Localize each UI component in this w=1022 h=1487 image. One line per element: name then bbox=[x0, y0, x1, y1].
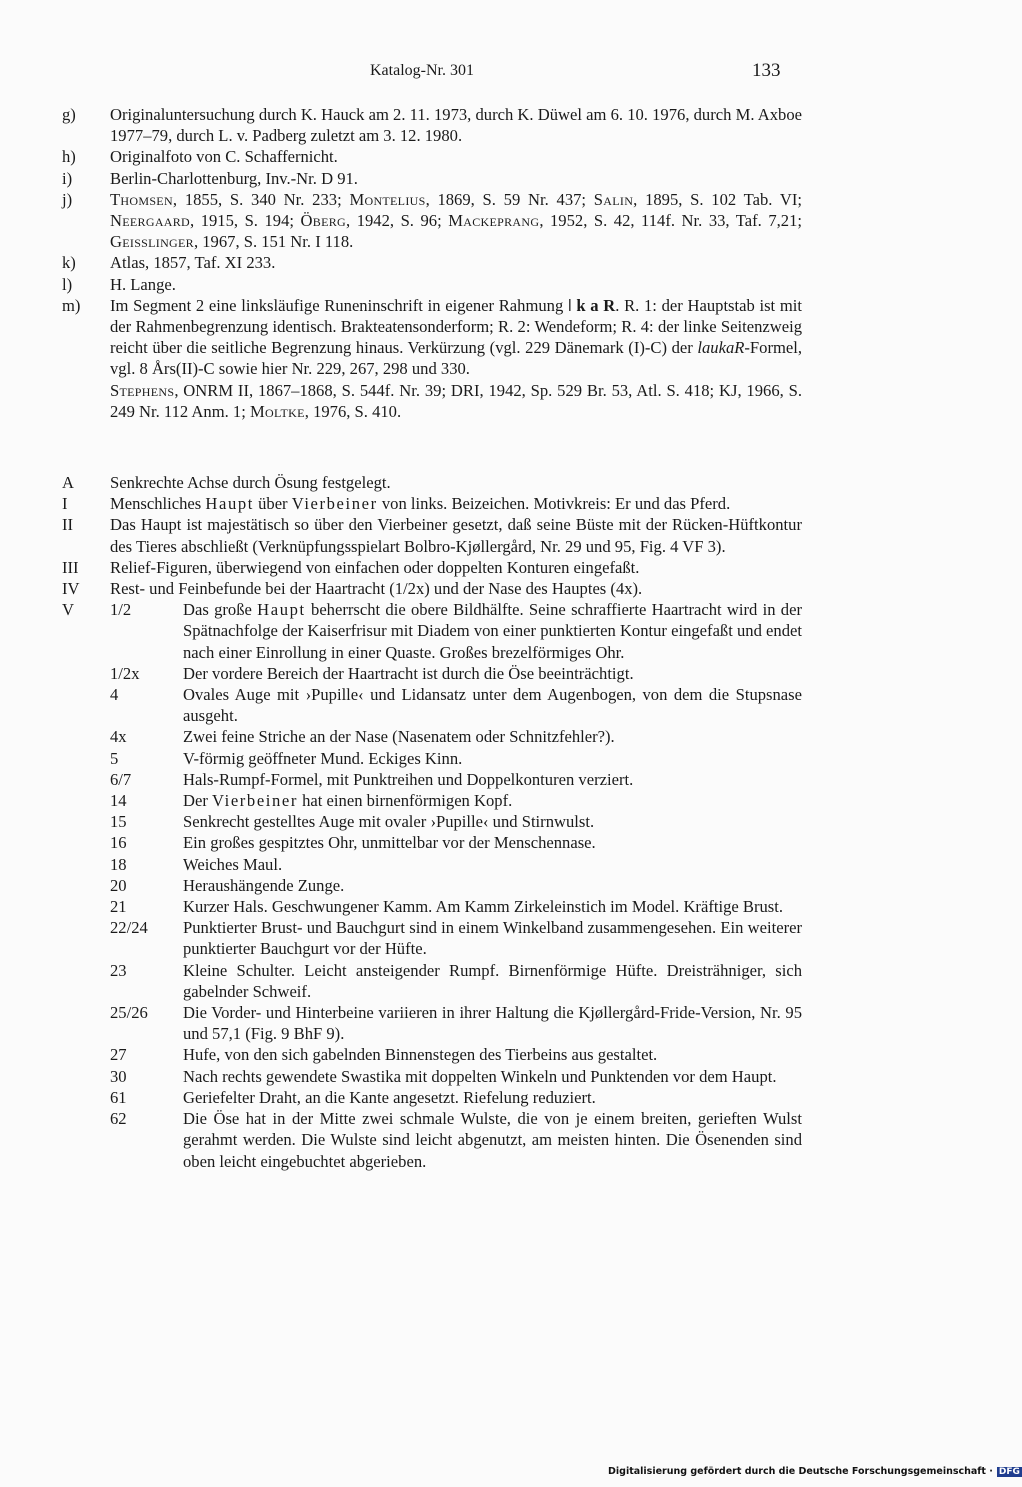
text-run: hat einen birnenförmigen Kopf. bbox=[297, 791, 513, 811]
detail-text bbox=[183, 684, 802, 726]
description-list bbox=[62, 472, 802, 1172]
description-entry bbox=[62, 557, 802, 578]
text-run: Hufe, von den sich gabelnden Binnenstegen des Tierbeins aus gestaltet. bbox=[183, 1045, 658, 1065]
reference-label: m) bbox=[62, 295, 81, 315]
text-run: Im Segment 2 eine linksläufige Runeninschrift in eigener Rahmung bbox=[110, 295, 568, 315]
text-run: Haupt bbox=[205, 494, 254, 514]
text-run: beherrscht die obere Bildhälfte. Seine schraffierte Haartracht wird in der Spätnachfolge der Kaiserfrisur mit Diadem von einer punktierten Kontur eingefaßt und endet nach einer Einrollung in einer Quaste. Großes brezelförmiges Ohr. bbox=[183, 600, 802, 662]
reference-label: h) bbox=[62, 147, 76, 167]
text-run: Vierbeiner bbox=[291, 494, 378, 514]
text-run: Ovales Auge mit ›Pupille‹ und Lidansatz unter dem Augenbogen, von dem die Stupsnase ausgeht. bbox=[183, 685, 802, 726]
detail-code: 1/2x bbox=[110, 663, 140, 683]
text-run: , 1915, S. 194; bbox=[190, 211, 301, 231]
reference-entry bbox=[62, 380, 802, 422]
text-run: Rest- und Feinbefunde bei der Haartracht (1/2x) und der Nase des Hauptes (4x). bbox=[110, 579, 643, 599]
text-run: Relief-Figuren, überwiegend von einfachen oder doppelten Konturen eingefaßt. bbox=[110, 557, 640, 577]
text-run: Mackeprang bbox=[448, 211, 540, 231]
description-label: III bbox=[62, 557, 79, 577]
detail-entry bbox=[110, 663, 802, 684]
reference-entry bbox=[62, 252, 802, 273]
detail-code: 30 bbox=[110, 1066, 127, 1086]
reference-text bbox=[110, 189, 802, 253]
description-label: IV bbox=[62, 579, 80, 599]
dfg-logo: DFG bbox=[998, 1467, 1020, 1477]
detail-text bbox=[183, 599, 802, 663]
reference-label: i) bbox=[62, 168, 73, 188]
text-run: über bbox=[253, 494, 292, 514]
detail-code: 21 bbox=[110, 897, 127, 917]
detail-code: 1/2 bbox=[110, 600, 132, 620]
detail-code: 23 bbox=[110, 960, 127, 980]
detail-entry bbox=[110, 769, 802, 790]
detail-entry bbox=[110, 1087, 802, 1108]
running-header bbox=[0, 62, 1000, 84]
reference-entry bbox=[62, 295, 802, 380]
text-run: Haupt bbox=[257, 600, 306, 620]
description-text bbox=[110, 493, 802, 514]
text-run: Kurzer Hals. Geschwungener Kamm. Am Kamm Zirkeleinstich im Model. Kräftige Brust. bbox=[183, 897, 783, 917]
text-run: , 1895, S. 102 Tab. VI; bbox=[633, 189, 802, 209]
text-run: Das Haupt ist majestätisch so über den Vierbeiner gesetzt, daß seine Büste mit der Rücken-Hüftkontur des Tieres abschließt (Verknüpfungsspielart Bolbro-Kjøllergård, Nr. 29 und 95, Fig. 4 VF 3). bbox=[110, 515, 802, 556]
reference-text bbox=[110, 104, 802, 146]
text-run: Originaluntersuchung durch K. Hauck am 2. 11. 1973, durch K. Düwel am 6. 10. 1976, durch M. Axboe 1977–79, durch L. v. Padberg zuletzt am 3. 12. 1980. bbox=[110, 105, 802, 146]
text-run: Vierbeiner bbox=[212, 791, 298, 811]
reference-label bbox=[62, 380, 110, 422]
detail-entry bbox=[110, 726, 802, 747]
reference-list bbox=[62, 104, 802, 422]
text-run: Punktierter Brust- und Bauchgurt sind in einem Winkelband zusammengesehen. Ein weiterer punktierter Bauchgurt vor der Hüfte. bbox=[183, 918, 802, 959]
footer-text: Digitalisierung gefördert durch die Deutsche Forschungsgemeinschaft · bbox=[608, 1466, 993, 1477]
text-run: , 1855, S. 340 Nr. 233; bbox=[172, 189, 350, 209]
reference-label: k) bbox=[62, 253, 76, 273]
detail-text bbox=[183, 854, 802, 875]
text-run: , ONRM II, 1867–1868, S. 544f. Nr. 39; DRI, 1942, Sp. 529 Br. 53, Atl. S. 418; KJ, 1966, S. 249 Nr. 112 Anm. 1; bbox=[110, 380, 802, 421]
description-entry bbox=[62, 472, 802, 493]
text-run: Moltke bbox=[249, 401, 305, 421]
text-run: Der bbox=[183, 791, 213, 811]
text-run: Menschliches bbox=[110, 494, 206, 514]
text-run: Weiches Maul. bbox=[183, 854, 283, 874]
reference-label: l) bbox=[62, 274, 73, 294]
description-entry bbox=[62, 578, 802, 599]
detail-entry bbox=[110, 684, 802, 726]
description-text bbox=[110, 514, 802, 556]
detail-code: 25/26 bbox=[110, 1003, 148, 1023]
text-run: Öberg bbox=[300, 211, 347, 231]
detail-text bbox=[183, 726, 802, 747]
detail-code: 4 bbox=[110, 685, 119, 705]
detail-text bbox=[183, 917, 802, 959]
text-run: , 1976, S. 410. bbox=[304, 401, 402, 421]
description-items bbox=[62, 472, 802, 599]
text-run: , 1942, S. 96; bbox=[346, 211, 449, 231]
reference-entry bbox=[62, 146, 802, 167]
section-v bbox=[62, 599, 802, 1171]
text-run: Das große bbox=[183, 600, 258, 620]
reference-text bbox=[110, 274, 802, 295]
detail-entry bbox=[110, 875, 802, 896]
detail-text bbox=[183, 769, 802, 790]
text-run: V-förmig geöffneter Mund. Eckiges Kinn. bbox=[183, 748, 463, 768]
text-run: Atlas, 1857, Taf. XI 233. bbox=[110, 253, 276, 273]
description-label: I bbox=[62, 494, 68, 514]
text-run: Hals-Rumpf-Formel, mit Punktreihen und Doppelkonturen verziert. bbox=[183, 769, 634, 789]
text-run: Neergaard bbox=[110, 211, 191, 231]
detail-code: 61 bbox=[110, 1087, 127, 1107]
description-text bbox=[110, 578, 802, 599]
description-label: A bbox=[62, 473, 74, 492]
reference-text bbox=[110, 252, 802, 273]
detail-text bbox=[183, 1002, 802, 1044]
text-run: Salin bbox=[593, 189, 634, 209]
detail-text bbox=[183, 832, 802, 853]
detail-entry bbox=[110, 748, 802, 769]
detail-text bbox=[183, 811, 802, 832]
text-run: Geisslinger bbox=[110, 232, 194, 252]
detail-code: 14 bbox=[110, 791, 127, 811]
text-run: , 1967, S. 151 Nr. I 118. bbox=[193, 232, 354, 252]
detail-code: 20 bbox=[110, 875, 127, 895]
text-run: Berlin-Charlottenburg, Inv.-Nr. D 91. bbox=[110, 168, 358, 188]
detail-entry bbox=[110, 854, 802, 875]
text-run: Der vordere Bereich der Haartracht ist durch die Öse beeinträchtigt. bbox=[183, 663, 634, 683]
detail-text bbox=[183, 960, 802, 1002]
reference-entry bbox=[62, 189, 802, 253]
text-run: laukaR bbox=[697, 338, 745, 358]
description-label: II bbox=[62, 515, 74, 535]
text-run: Zwei feine Striche an der Nase (Nasenatem oder Schnitzfehler?). bbox=[183, 727, 615, 747]
detail-entry bbox=[110, 599, 802, 663]
text-run: Montelius bbox=[349, 189, 426, 209]
reference-entry bbox=[62, 104, 802, 146]
detail-code: 16 bbox=[110, 833, 127, 853]
reference-text bbox=[110, 168, 802, 189]
section-v-label: V bbox=[62, 600, 74, 620]
text-run: ǀ k a R bbox=[567, 295, 616, 315]
reference-label: j) bbox=[62, 189, 73, 209]
detail-code: 5 bbox=[110, 748, 119, 768]
detail-code: 62 bbox=[110, 1109, 127, 1129]
detail-text bbox=[183, 790, 802, 811]
detail-entry bbox=[110, 811, 802, 832]
description-text bbox=[110, 472, 802, 493]
description-entry bbox=[62, 514, 802, 556]
detail-code: 18 bbox=[110, 854, 127, 874]
detail-code: 27 bbox=[110, 1045, 127, 1065]
text-run: Heraushängende Zunge. bbox=[183, 875, 345, 895]
text-run: Senkrechte Achse durch Ösung festgelegt. bbox=[110, 473, 391, 492]
text-run: Stephens bbox=[110, 380, 175, 400]
reference-entry bbox=[62, 168, 802, 189]
detail-entry bbox=[110, 960, 802, 1002]
detail-entry bbox=[110, 1108, 802, 1172]
detail-text bbox=[183, 1066, 802, 1087]
text-run: -Formel, vgl. 8 Års(II)-C sowie hier Nr. 229, 267, 298 und 330. bbox=[110, 338, 802, 379]
detail-list bbox=[110, 599, 802, 1171]
detail-entry bbox=[110, 1066, 802, 1087]
detail-text bbox=[183, 663, 802, 684]
reference-label: g) bbox=[62, 105, 76, 124]
detail-text bbox=[183, 748, 802, 769]
header-title: Katalog-Nr. 301 bbox=[370, 62, 474, 79]
detail-entry bbox=[110, 896, 802, 917]
detail-entry bbox=[110, 832, 802, 853]
text-run: Thomsen bbox=[110, 189, 173, 209]
detail-code: 15 bbox=[110, 812, 127, 832]
detail-entry bbox=[110, 790, 802, 811]
text-run: Ein großes gespitztes Ohr, unmittelbar vor der Menschennase. bbox=[183, 833, 596, 853]
text-run: Nach rechts gewendete Swastika mit doppelten Winkeln und Punktenden vor dem Haupt. bbox=[183, 1066, 777, 1086]
text-run: Senkrecht gestelltes Auge mit ovaler ›Pupille‹ und Stirnwulst. bbox=[183, 812, 595, 832]
detail-text bbox=[183, 875, 802, 896]
text-run: Geriefelter Draht, an die Kante angesetzt. Riefelung reduziert. bbox=[183, 1087, 596, 1107]
detail-text bbox=[183, 1044, 802, 1065]
text-run: H. Lange. bbox=[110, 274, 176, 294]
reference-text bbox=[110, 146, 802, 167]
reference-text bbox=[110, 295, 802, 380]
description-text bbox=[110, 557, 802, 578]
funding-footer bbox=[608, 1466, 1022, 1477]
text-run: , 1869, S. 59 Nr. 437; bbox=[425, 189, 594, 209]
detail-entry bbox=[110, 1002, 802, 1044]
reference-entry bbox=[62, 274, 802, 295]
detail-code: 6/7 bbox=[110, 769, 132, 789]
detail-text bbox=[183, 1087, 802, 1108]
text-run: Die Vorder- und Hinterbeine variieren in ihrer Haltung die Kjøllergård-Fride-Version, Nr. 95 und 57,1 (Fig. 9 BhF 9). bbox=[183, 1003, 802, 1044]
detail-text bbox=[183, 1108, 802, 1172]
text-run: Originalfoto von C. Schaffernicht. bbox=[110, 147, 338, 167]
detail-code: 22/24 bbox=[110, 918, 148, 938]
text-run: Kleine Schulter. Leicht ansteigender Rumpf. Birnenförmige Hüfte. Dreisträhniger, sich gabelnder Schweif. bbox=[183, 960, 802, 1001]
text-run: , 1952, S. 42, 114f. Nr. 33, Taf. 7,21; bbox=[539, 211, 802, 231]
detail-entry bbox=[110, 1044, 802, 1065]
text-run: von links. Beizeichen. Motivkreis: Er und das Pferd. bbox=[377, 494, 731, 514]
detail-text bbox=[183, 896, 802, 917]
detail-entry bbox=[110, 917, 802, 959]
text-run: Die Öse hat in der Mitte zwei schmale Wulste, die von je einem breiten, gerieften Wulst gerahmt werden. Die Wulste sind leicht abgenutzt, am meisten hinten. Die Ösenenden sind oben leicht eingebuchtet abgerieben. bbox=[183, 1109, 802, 1171]
reference-text bbox=[110, 380, 802, 422]
detail-code: 4x bbox=[110, 727, 127, 747]
description-entry bbox=[62, 493, 802, 514]
text-run: . R. 1: der Hauptstab ist mit der Rahmenbegrenzung identisch. Brakteatensonderform; R. 2: Wendeform; R. 4: der linke Seitenzweig reicht über die seitliche Begrenzung hinaus. Verkürzung (vgl. 229 Dänemark (I)-C) der bbox=[110, 295, 802, 358]
page-number: 133 bbox=[752, 60, 781, 81]
